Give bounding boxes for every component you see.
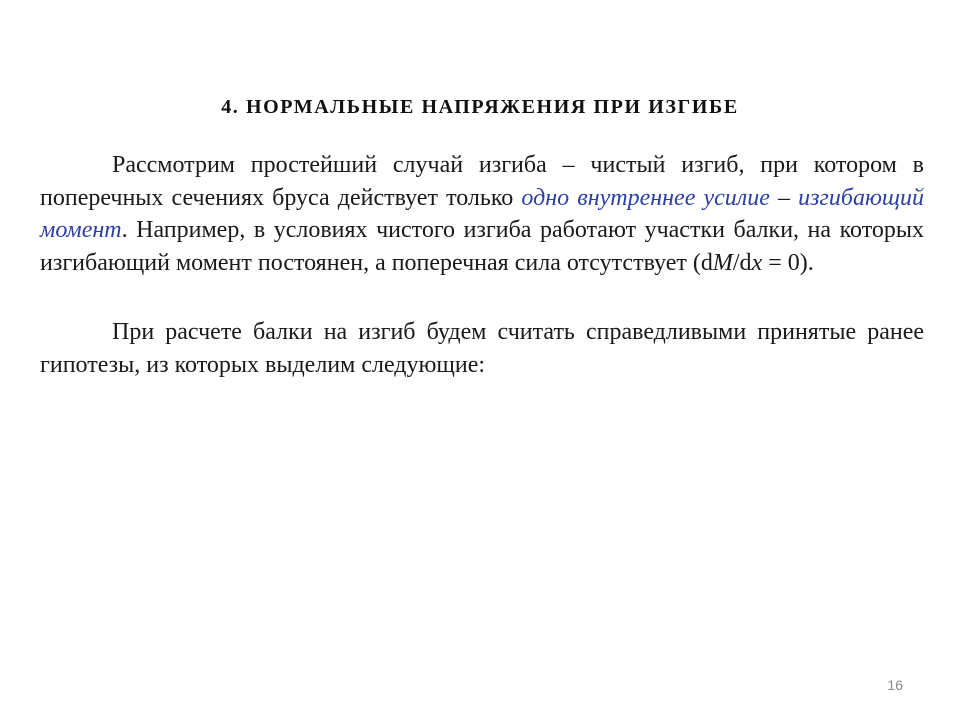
variable-x: x <box>751 249 763 276</box>
term-bending-moment: изгибающий момент <box>40 184 925 243</box>
paragraph-text: . Например, в условиях чистого изгиба работают участки балки, на которых изгибающий момент постоянен, а поперечная сила отсутствует (d <box>40 217 924 276</box>
paragraph-text: /d <box>732 249 752 276</box>
page-number: 16 <box>887 677 903 693</box>
paragraph-hypotheses <box>40 316 924 381</box>
paragraph-text: – <box>769 184 799 211</box>
paragraph-text: При расчете балки на изгиб будем считать справедливыми принятые ранее гипотезы, из которых выделим следующие: <box>40 319 924 378</box>
variable-m: M <box>712 249 733 276</box>
slide-heading: 4. НОРМАЛЬНЫЕ НАПРЯЖЕНИЯ ПРИ ИЗГИБЕ <box>221 96 739 118</box>
paragraph-text: = 0). <box>762 249 814 276</box>
paragraph-pure-bending <box>40 149 924 279</box>
paragraph-text: Рассмотрим простейший случай изгиба – чистый изгиб, при котором в поперечных сечениях бруса действует только <box>40 152 924 211</box>
term-internal-force: одно внутреннее усилие <box>521 184 770 211</box>
